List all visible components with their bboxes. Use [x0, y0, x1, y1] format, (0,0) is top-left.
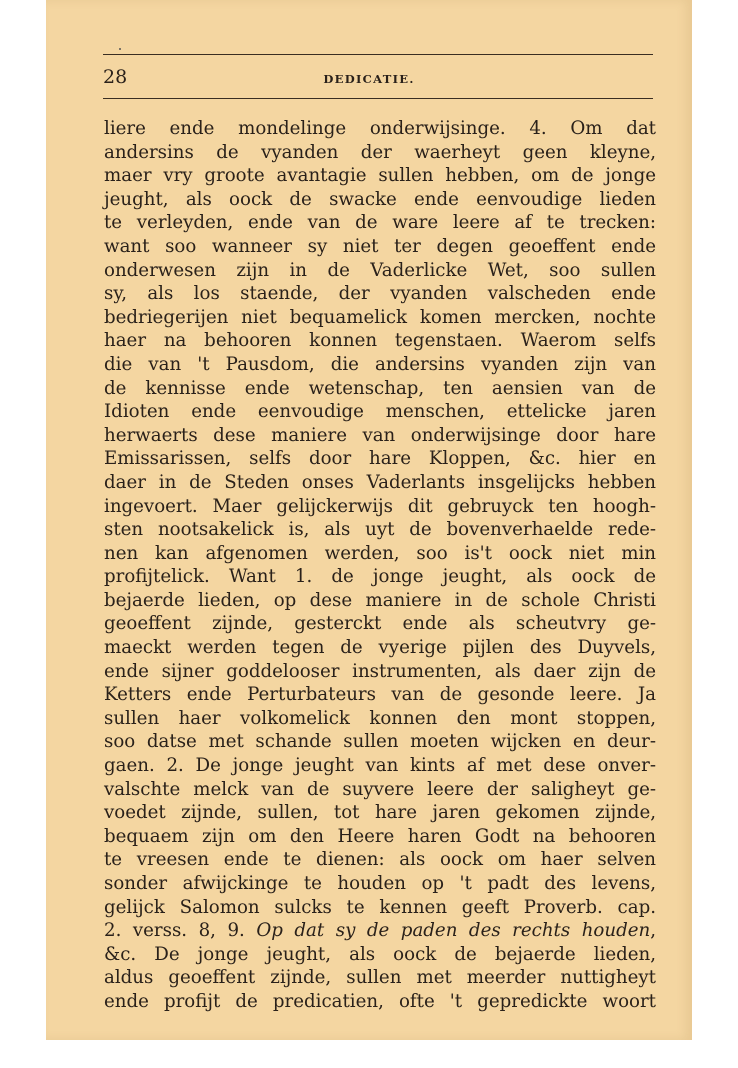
- text-line: aldus geoeffent zijnde, sullen met meerder nuttigheyt: [104, 967, 656, 989]
- text-line: ingevoert. Maer gelijckerwijs dit gebruyck ten hoogh-: [104, 495, 656, 517]
- quotation-comma: ,: [650, 920, 657, 942]
- text-line: ende sijner goddelooser instrumenten, als daer zijn de: [104, 660, 656, 682]
- book-page: [46, 0, 692, 1040]
- text-line: geoeffent zijnde, gesterckt ende als scheutvry ge-: [104, 613, 656, 635]
- text-line: de kennisse ende wetenschap, ten aensien van de: [104, 377, 656, 399]
- text-line: want soo wanneer sy niet ter degen geoeffent ende: [104, 235, 656, 257]
- text-line: sonder afwijckinge te houden op 't padt des levens,: [104, 873, 656, 894]
- text-line: bedriegerijen niet bequamelick komen mercken, nochte: [104, 306, 656, 328]
- text-line: bejaerde lieden, op dese maniere in de schole Christi: [104, 589, 656, 611]
- text-line: jeught, als oock de swacke ende eenvoudige lieden: [104, 188, 656, 210]
- text-line: soo datse met schande sullen moeten wijcken en deur-: [104, 731, 656, 753]
- text-line: daer in de Steden onses Vaderlants insgelijcks hebben: [104, 471, 656, 493]
- text-line: &c. De jonge jeught, als oock de bejaerde lieden,: [104, 943, 656, 965]
- text-line: valschte melck van de suyvere leere der saligheyt ge-: [104, 778, 656, 800]
- running-head: DEDICATIE.: [323, 72, 415, 86]
- header-rule-top: [103, 54, 653, 55]
- header-rule-bottom: [103, 98, 653, 99]
- body-text: [104, 117, 656, 1014]
- citation-reference: 2. verss. 8, 9.: [104, 920, 257, 942]
- text-line: maer vry groote avantagie sullen hebben, om de jonge: [104, 165, 656, 187]
- text-line: te vreesen ende te dienen: als oock om haer selven: [104, 849, 656, 871]
- text-line: gaen. 2. De jonge jeught van kints af met dese onver-: [104, 755, 656, 777]
- text-line: onderwesen zijn in de Vaderlicke Wet, soo sullen: [104, 259, 656, 281]
- text-line: Ketters ende Perturbateurs van de gesonde leere. Ja: [104, 684, 656, 706]
- text-line: die van 't Pausdom, die andersins vyanden zijn van: [104, 353, 656, 375]
- italic-quotation: Op dat sy de paden des rechts houden: [256, 920, 651, 942]
- printing-speck: [119, 48, 121, 50]
- text-line: bequaem zijn om den Heere haren Godt na behooren: [104, 825, 656, 847]
- text-line: andersins de vyanden der waerheyt geen kleyne,: [104, 141, 656, 163]
- text-line: gelijck Salomon sulcks te kennen geeft Proverb. cap.: [104, 896, 656, 918]
- text-line: sten nootsakelick is, als uyt de bovenverhaelde rede-: [104, 519, 656, 541]
- text-line: liere ende mondelinge onderwijsinge. 4. Om dat: [104, 118, 656, 139]
- text-line: ende profijt de predicatien, ofte 't gepredickte woort: [104, 990, 656, 1012]
- text-line: sy, als los staende, der vyanden valscheden ende: [104, 283, 656, 305]
- text-line: voedet zijnde, sullen, tot hare jaren gekomen zijnde,: [104, 802, 656, 824]
- text-line: Emissarissen, selfs door hare Kloppen, &c. hier en: [104, 448, 656, 470]
- text-line: te verleyden, ende van de ware leere af te trecken:: [104, 212, 656, 234]
- text-line: profijtelick. Want 1. de jonge jeught, als oock de: [104, 566, 656, 588]
- text-line: sullen haer volkomelick konnen den mont stoppen,: [104, 707, 656, 729]
- page-number: 28: [103, 66, 128, 88]
- text-line: nen kan afgenomen werden, soo is't oock niet min: [104, 542, 656, 564]
- text-line: Idioten ende eenvoudige menschen, ettelicke jaren: [104, 401, 656, 423]
- text-line: maeckt werden tegen de vyerige pijlen des Duyvels,: [104, 637, 656, 659]
- text-line: haer na behooren konnen tegenstaen. Waerom selfs: [104, 330, 656, 352]
- text-line: herwaerts dese maniere van onderwijsinge door hare: [104, 424, 656, 446]
- text-line-with-italic-quote: [104, 919, 656, 943]
